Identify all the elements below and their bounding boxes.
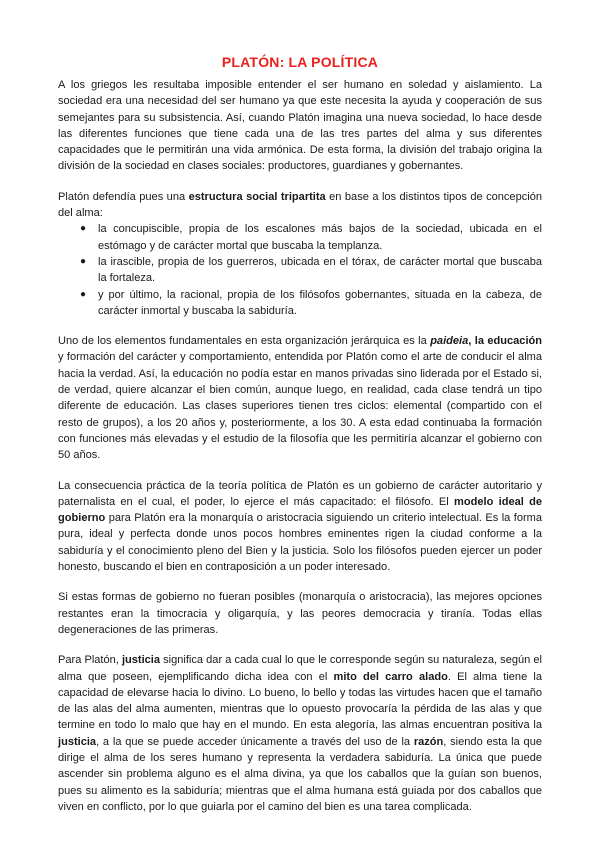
soul-parts-list	[58, 221, 542, 319]
paragraph-structure: Platón defendía pues una estructura social tripartita en base a los distintos tipos de concepción del alma:	[58, 190, 542, 220]
paragraph-degenerations: Si estas formas de gobierno no fueran posibles (monarquía o aristocracia), las mejores opciones restantes eran la timocracia y oligarquía, y las peores democracia y tiranía. Todas ellas degeneraciones de las primeras.	[58, 591, 542, 636]
paragraph-government: La consecuencia práctica de la teoría política de Platón es un gobierno de carácter autoritario y paternalista en el cual, el poder, lo ejerce el más capacitado: el filósofo. El modelo ideal de gobierno para Platón era la monarquía o aristocracia siguiendo un criterio intelectual. Es la forma pura, ideal y perfecta donde unos pocos hombres eminentes rigen la ciudad conforme a la sabiduría y el conocimiento pleno del Bien y la justicia. Solo los filósofos pueden ejercer un poder honesto, buscando el bien en contraposición a un poder interesado.	[58, 479, 542, 574]
bullet-icon: ●	[80, 255, 87, 267]
list-item: ● la concupiscible, propia de los escalones más bajos de la sociedad, ubicada en el estómago y de carácter mortal que buscaba la templanza.	[80, 223, 542, 252]
bullet-icon: ●	[80, 288, 87, 300]
list-item: ● la irascible, propia de los guerreros, ubicada en el tórax, de carácter mortal que buscaba la fortaleza.	[80, 255, 542, 285]
paragraph-intro: A los griegos les resultaba imposible entender el ser humano en soledad y aislamiento. La sociedad era una necesidad del ser humano ya que este necesita la ayuda y cooperación de sus semejantes para su subsistencia. Así, cuando Platón imagina una nueva sociedad, lo hace desde las diferentes funciones que tiene cada una de las tres partes del alma y sus diferentes capacidades que le permitirán una vida armónica. De esta forma, la división del trabajo origina la división de la sociedad en clases sociales: productores, guardianes y gobernantes.	[58, 79, 542, 173]
italic-term-paideia: paideia	[430, 335, 469, 348]
page-title: PLATÓN: LA POLÍTICA	[221, 54, 379, 70]
bold-term-justicia: justicia	[121, 654, 161, 667]
bold-term-educacion: la educación	[474, 335, 543, 348]
bold-term-mito: mito del carro alado	[333, 670, 448, 683]
paragraph-education: Uno de los elementos fundamentales en esta organización jerárquica es la paideia, la educación y formación del carácter y comportamiento, entendida por Platón como el arte de conducir el alma hacia la verdad. Así, la educación no podía estar en manos privadas sino liderada por el Estado si, de verdad, quiere alcanzar el bien común, aunque luego, en realidad, cada clase tendrá un tipo diferente de educación. Las clases superiores tienen tres ciclos: elemental (compartido con el resto de grupos), a los 20 años y, posteriormente, a los 30. A esta edad continuaba la formación con funciones más elevadas y el estudio de la filosofía que les permitiría alcanzar el gobierno con 50 años.	[58, 335, 543, 462]
bold-term-modelo: modelo ideal de gobierno	[58, 495, 542, 525]
bullet-icon: ●	[80, 223, 87, 235]
bold-term-estructura: estructura social tripartita	[188, 190, 326, 203]
paragraph-justice: Para Platón, justicia significa dar a cada cual lo que le corresponde según su naturaleza, según el alma que poseen, ejemplificando dicha idea con el mito del carro alado. El alma tiene la capacidad de elevarse hacia lo divino. Lo bueno, lo bello y todas las virtudes hacen que el tamaño de las alas del alma aumenten, mientras que lo opuesto provocaría la pérdida de las alas y que termine en todo lo malo que hay en el mundo. En esta alegoría, las almas encuentran positiva la justicia, a la que se puede acceder únicamente a través del uso de la razón, siendo esta la que dirige el alma de los seres humano y representa la verdadera sabiduría. La única que puede ascender sin problema alguno es el alma divina, ya que los caballos que la guían son buenos, pues su alimento es la sabiduría; mientras que el alma humana está guiada por dos caballos que viven en conflicto, por lo que guiarla por el camino del bien es una tarea complicada.	[58, 654, 542, 813]
list-item: ● y por último, la racional, propia de los filósofos gobernantes, situada en la cabeza, de carácter inmortal y buscaba la sabiduría.	[80, 288, 542, 317]
bold-term-justicia-2: justicia	[58, 735, 97, 748]
bold-term-razon: razón	[413, 735, 444, 748]
